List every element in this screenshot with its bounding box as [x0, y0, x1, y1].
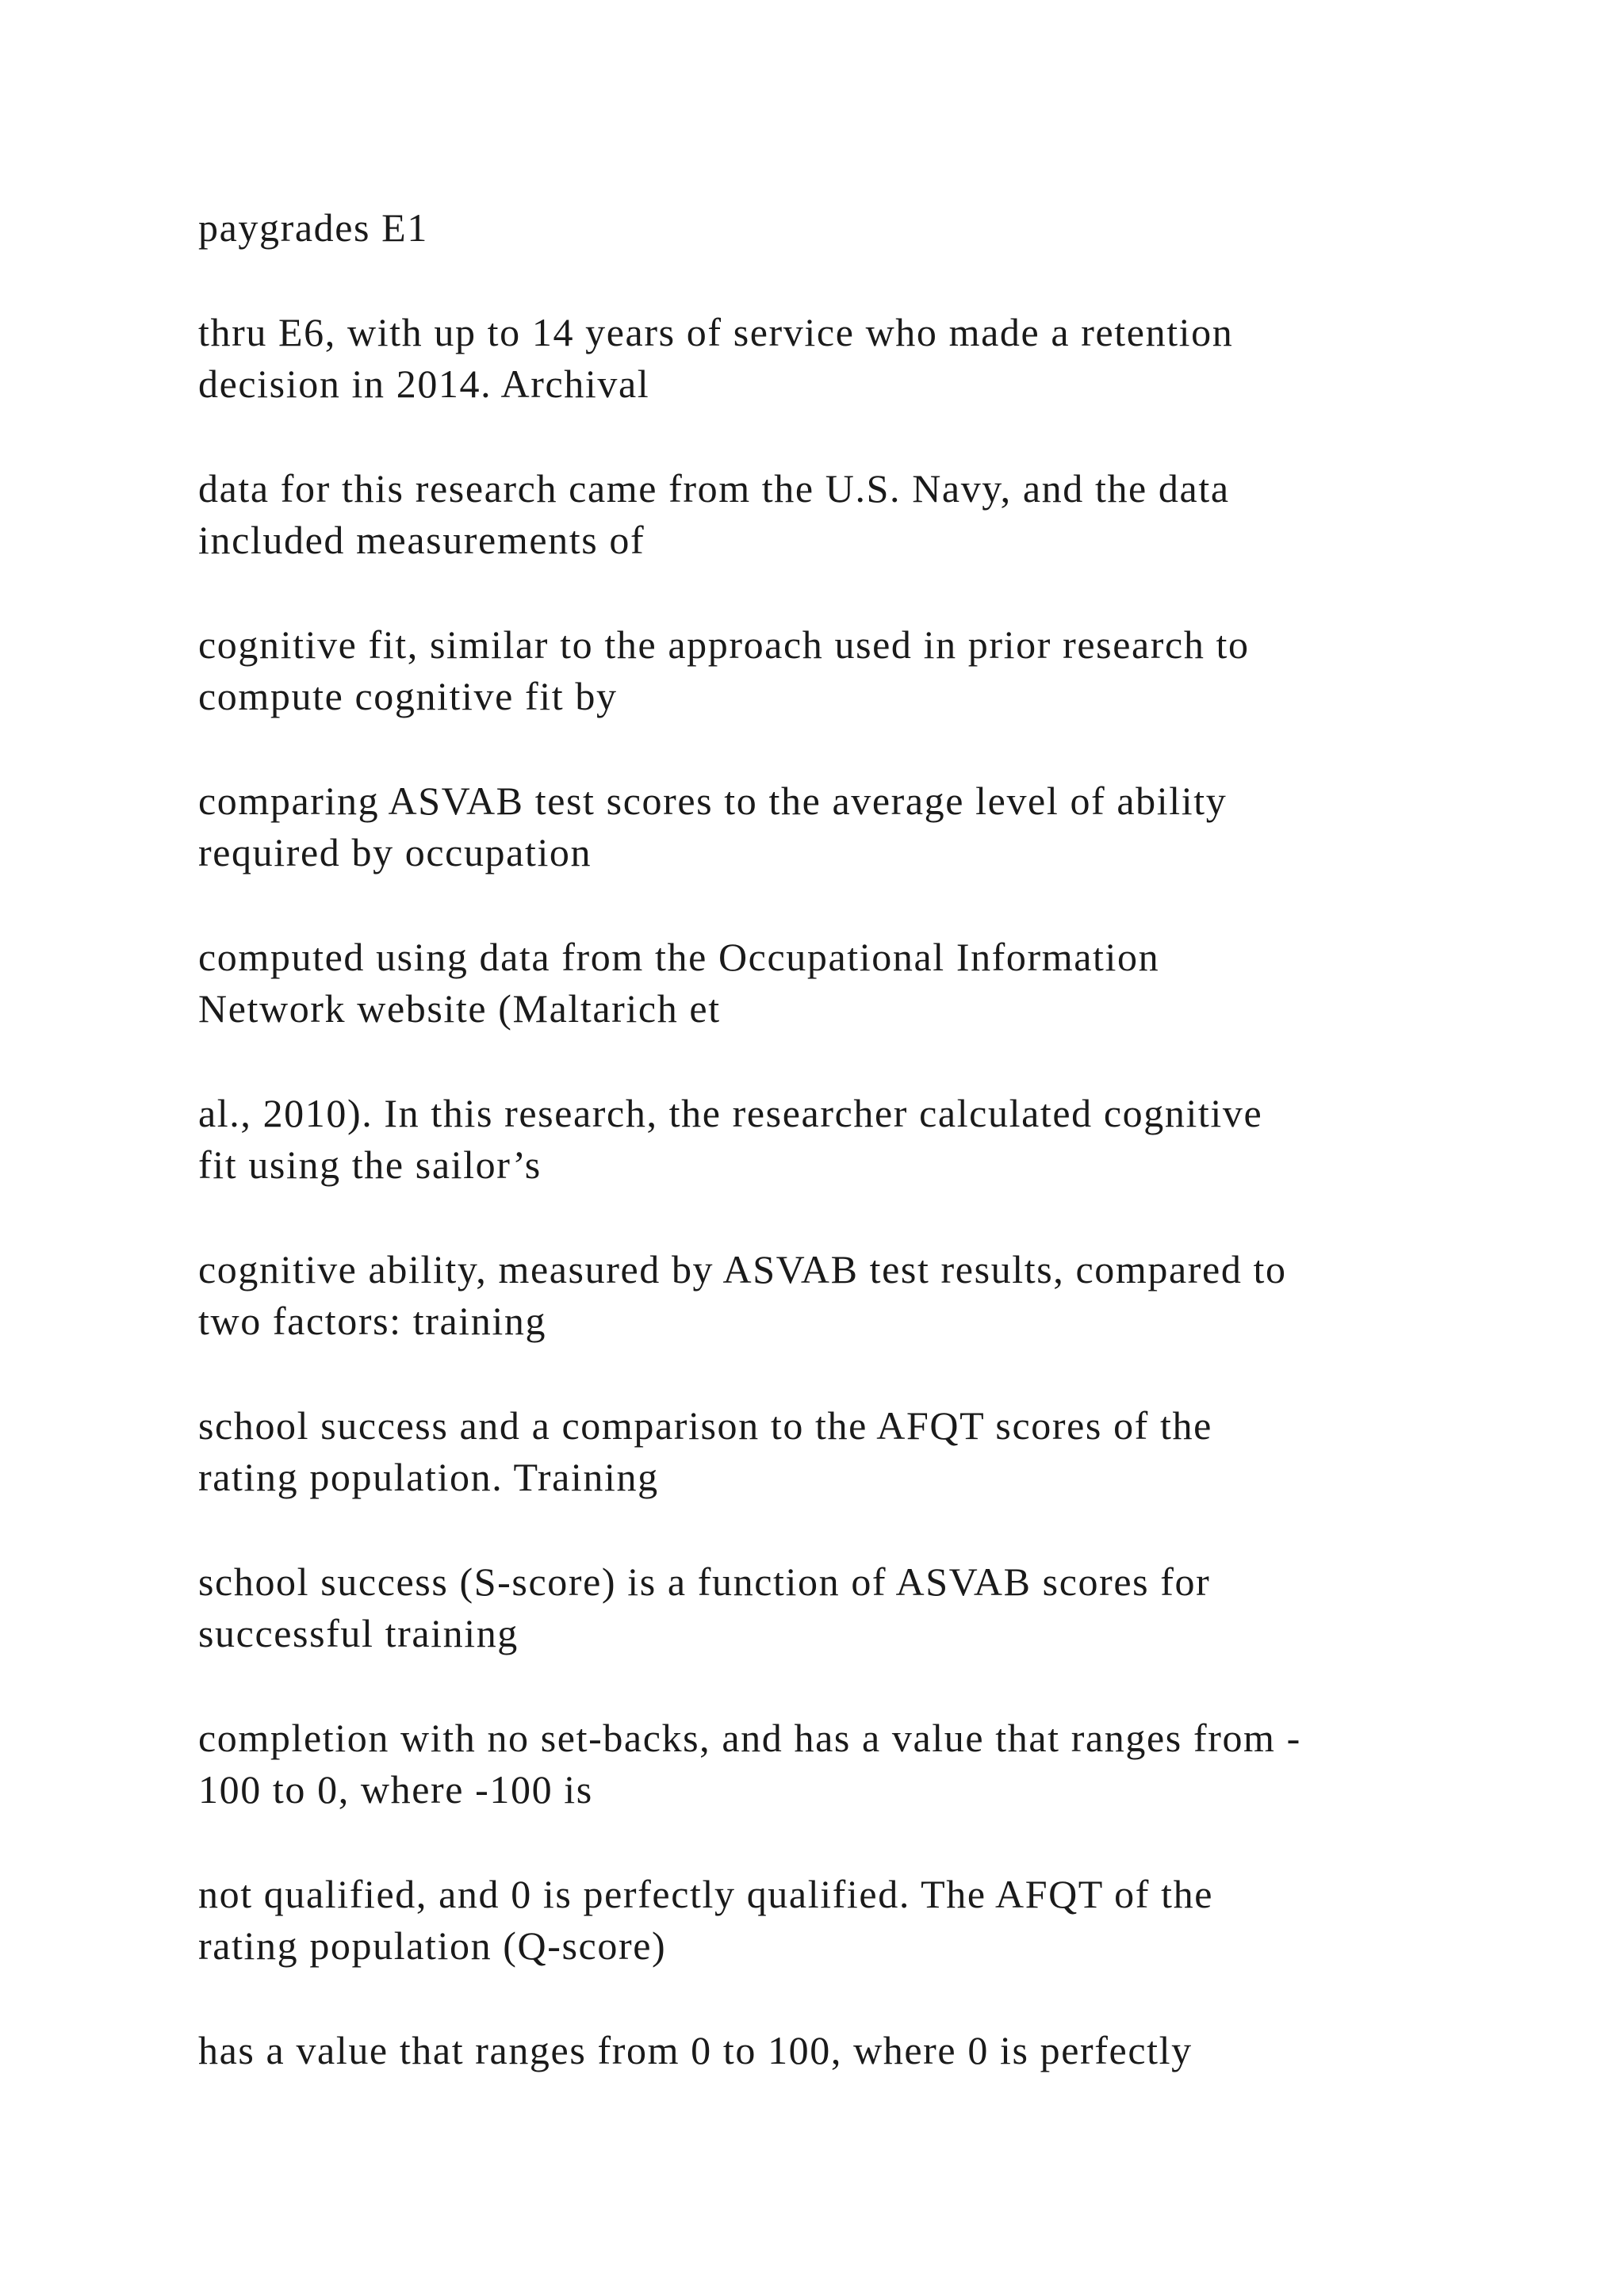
paragraph: cognitive fit, similar to the approach used in prior research to compute cognitive fit by [198, 622, 1250, 718]
paragraph: school success and a comparison to the AFQT scores of the rating population. Training [198, 1403, 1212, 1499]
body-text [198, 202, 1507, 2130]
paragraph: computed using data from the Occupational Information Network website (Maltarich et [198, 935, 1160, 1031]
paragraph: school success (S-score) is a function of ASVAB scores for successful training [198, 1559, 1211, 1655]
paragraph: not qualified, and 0 is perfectly qualified. The AFQT of the rating population (Q-score) [198, 1872, 1213, 1968]
paragraph: thru E6, with up to 14 years of service who made a retention decision in 2014. Archival [198, 310, 1234, 406]
paragraph: completion with no set-backs, and has a value that ranges from - 100 to 0, where -100 is [198, 1716, 1301, 1812]
paragraph: has a value that ranges from 0 to 100, where 0 is perfectly [198, 2028, 1193, 2072]
paragraph: comparing ASVAB test scores to the average level of ability required by occupation [198, 779, 1228, 874]
paragraph: paygrades E1 [198, 205, 428, 250]
paragraph: al., 2010). In this research, the researcher calculated cognitive fit using the sailor’s [198, 1091, 1263, 1187]
paragraph: data for this research came from the U.S. Navy, and the data included measurements of [198, 466, 1230, 562]
paragraph: cognitive ability, measured by ASVAB test results, compared to two factors: training [198, 1247, 1287, 1343]
